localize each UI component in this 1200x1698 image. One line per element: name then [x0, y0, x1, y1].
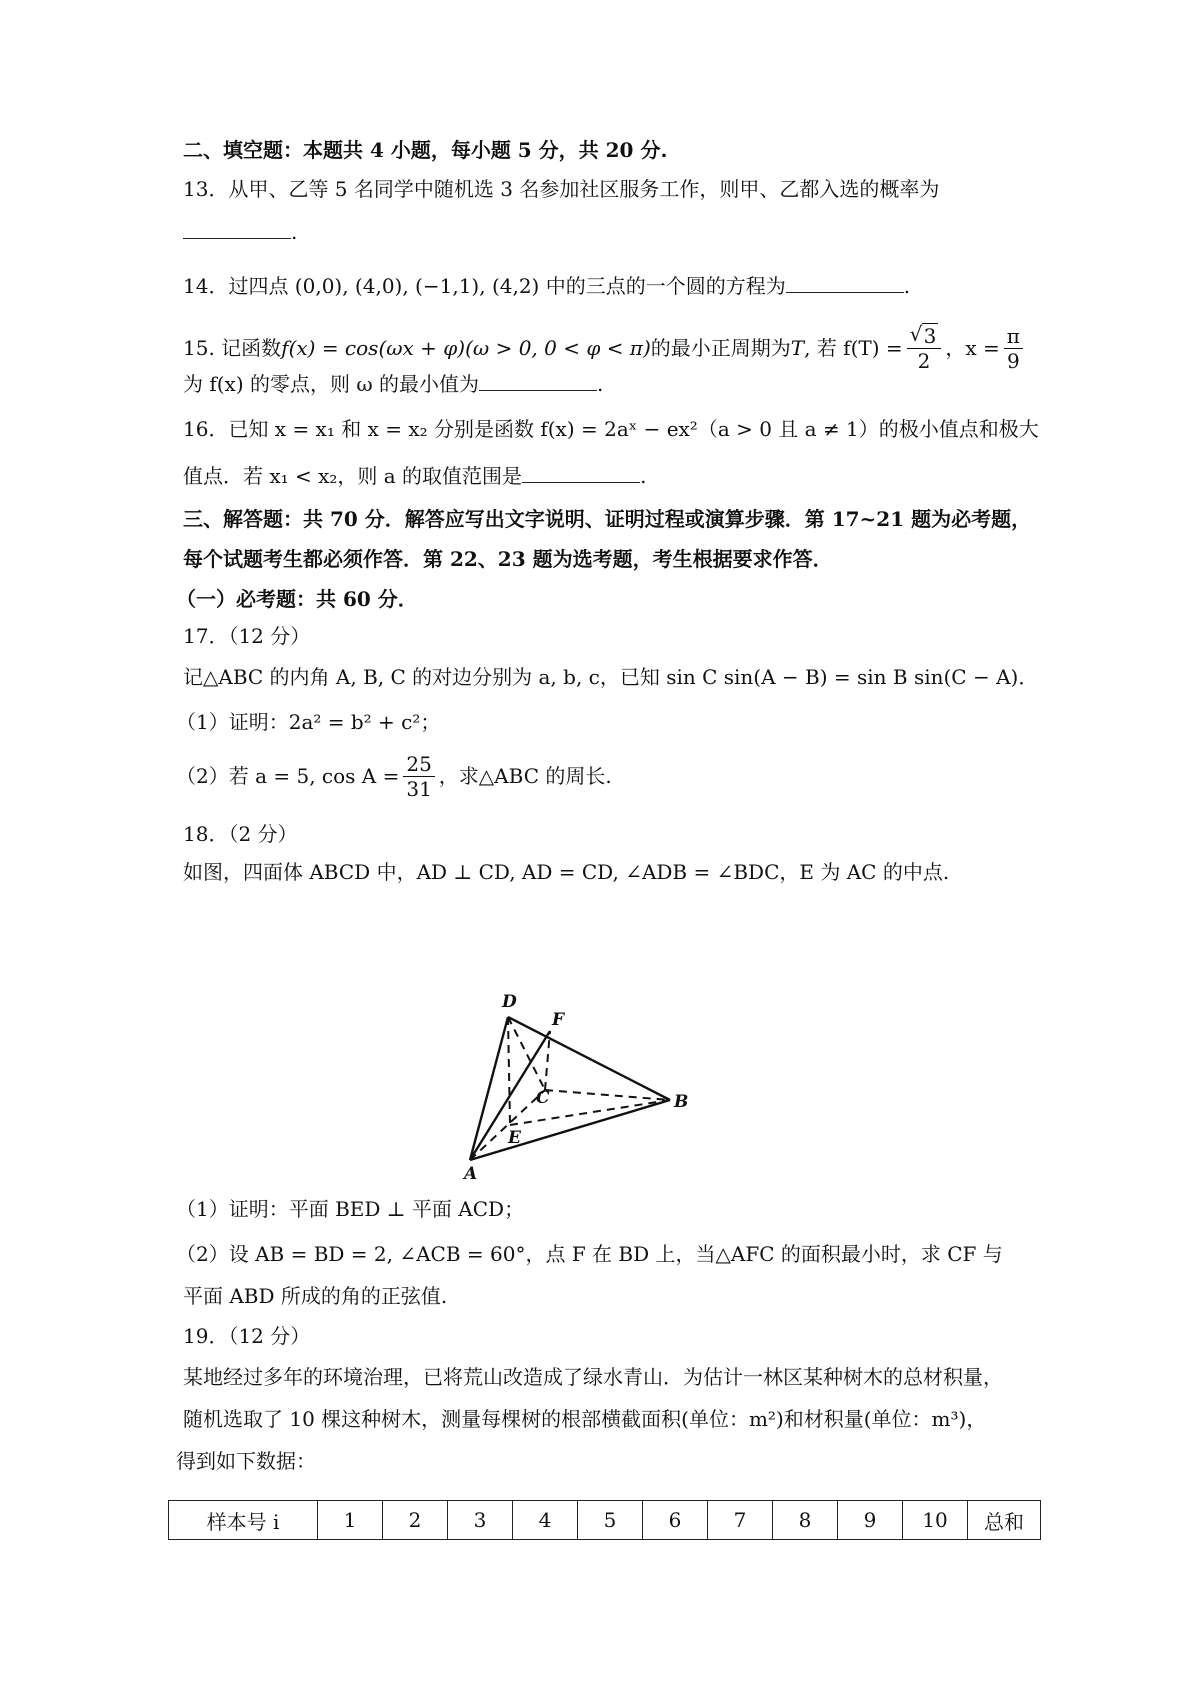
q16-line1: 16．已知 x = x₁ 和 x = x₂ 分别是函数 f(x) = 2aˣ − ex²（a > 0 且 a ≠ 1）的极小值点和极大: [183, 417, 1039, 441]
table-cell: 样本号 i: [169, 1501, 318, 1540]
q18-part2-line1: （2）设 AB = BD = 2, ∠ACB = 60°，点 F 在 BD 上，当△AFC 的面积最小时，求 CF 与: [176, 1242, 1003, 1266]
answer-blank: [479, 370, 597, 391]
table-cell: 4: [513, 1501, 578, 1540]
q13-line1: 13．从甲、乙等 5 名同学中随机选 3 名参加社区服务工作，则甲、乙都入选的概率为: [183, 177, 940, 201]
q17-part1: （1）证明：2a² = b² + c²；: [176, 710, 441, 734]
q18-part2-line2: 平面 ABD 所成的角的正弦值.: [183, 1284, 448, 1308]
cosA-fraction: $\frac{25}{31}$: [403, 752, 434, 801]
sqrt3-over-2: √ 3 2: [907, 324, 942, 373]
table-cell: 8: [773, 1501, 838, 1540]
table-cell: 6: [643, 1501, 708, 1540]
section2-heading: 二、填空题：本题共 4 小题，每小题 5 分，共 20 分.: [183, 138, 668, 162]
table-cell: 5: [578, 1501, 643, 1540]
table-cell: 3: [448, 1501, 513, 1540]
label-B: B: [674, 1092, 689, 1112]
table-cell: 9: [838, 1501, 903, 1540]
q16-line2: 值点．若 x₁ < x₂，则 a 的取值范围是 .: [183, 464, 647, 488]
q17-text: 记△ABC 的内角 A, B, C 的对边分别为 a, b, c，已知 sin C sin(A − B) = sin B sin(C − A)．: [183, 665, 1039, 689]
q13-line2: .: [183, 218, 1040, 246]
q19-line1: 某地经过多年的环境治理，已将荒山改造成了绿水青山．为估计一林区某种树木的总材积量，: [183, 1365, 1003, 1389]
q19-line2: 随机选取了 10 棵这种树木，测量每棵树的根部横截面积(单位：m²)和材积量(单位：m³)，: [183, 1407, 987, 1431]
pi-over-9: $\frac{\pi}{9}$: [1004, 324, 1023, 373]
tetrahedron-figure: [464, 985, 730, 1184]
label-A: A: [464, 1164, 478, 1184]
sample-table: [168, 1500, 1041, 1540]
table-cell: 10: [903, 1501, 968, 1540]
q15-line2: 为 f(x) 的零点，则 ω 的最小值为 .: [183, 372, 604, 396]
table-cell: 总和: [968, 1501, 1041, 1540]
q15-line1: 15. 记函数 f(x) = cos(ωx + φ)(ω > 0, 0 < φ < π) 的最小正周期为 T , 若 f(T) = √ 3 2 ，x = $\frac{\pi}{9}$: [183, 318, 1040, 378]
label-C: C: [536, 1088, 550, 1108]
table-cell: 1: [318, 1501, 383, 1540]
section3-line1: 三、解答题：共 70 分．解答应写出文字说明、证明过程或演算步骤．第 17~21 题为必考题，: [183, 507, 1032, 531]
section3-line2: 每个试题考生都必须作答．第 22、23 题为选考题，考生根据要求作答．: [183, 547, 833, 571]
q17-header: 17．（12 分）: [183, 624, 311, 648]
label-D: D: [502, 992, 517, 1012]
q18-part1: （1）证明：平面 BED ⊥ 平面 ACD；: [176, 1197, 525, 1221]
q18-text: 如图，四面体 ABCD 中，AD ⊥ CD, AD = CD, ∠ADB = ∠BDC，E 为 AC 的中点.: [183, 860, 950, 884]
q19-line3: 得到如下数据：: [176, 1449, 316, 1473]
q19-header: 19．（12 分）: [183, 1324, 311, 1348]
table-cell: 2: [383, 1501, 448, 1540]
table-header-row: [169, 1501, 1041, 1540]
q14-text: 14．过四点 (0,0), (4,0), (−1,1), (4,2) 中的三点的一个圆的方程为 .: [183, 274, 911, 298]
label-E: E: [508, 1128, 521, 1148]
table-cell: 7: [708, 1501, 773, 1540]
q17-part2: （2）若 a = 5, cos A = $\frac{25}{31}$ ，求△ABC 的周长.: [176, 751, 612, 801]
answer-blank: [183, 218, 291, 239]
section3-sub: （一）必考题：共 60 分．: [176, 587, 418, 611]
label-F: F: [552, 1010, 565, 1030]
answer-blank: [522, 462, 640, 483]
answer-blank: [786, 272, 904, 293]
q18-header: 18．（2 分）: [183, 822, 298, 846]
